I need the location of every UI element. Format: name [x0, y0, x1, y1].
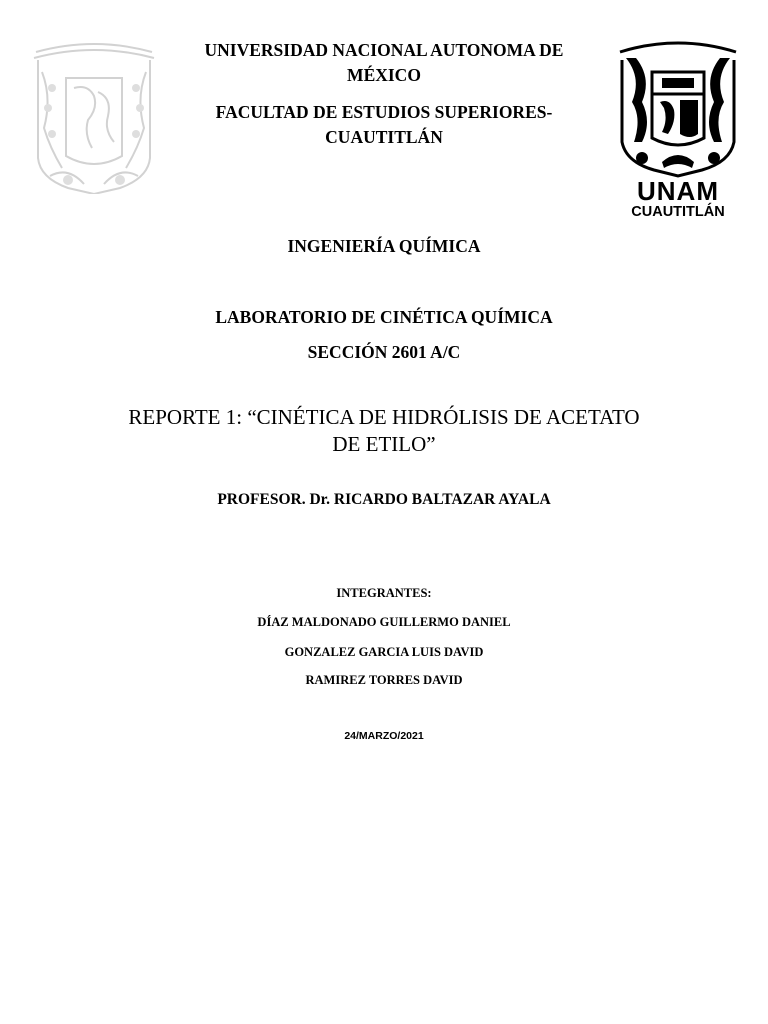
faculty-name-line2: CUAUTITLÁN: [325, 127, 443, 147]
report-title-line2: DE ETILO”: [332, 432, 436, 456]
section-title: SECCIÓN 2601 A/C: [307, 342, 461, 362]
report-title: [0, 404, 768, 458]
members-heading: INTEGRANTES:: [336, 586, 432, 600]
career-title: INGENIERÍA QUÍMICA: [287, 236, 481, 256]
university-name-line2: MÉXICO: [347, 65, 421, 85]
member-name: GONZALEZ GARCIA LUIS DAVID: [284, 645, 484, 659]
report-title-line1: REPORTE 1: “CINÉTICA DE HIDRÓLISIS DE ACETATO: [128, 405, 640, 429]
header-block: [168, 38, 600, 150]
university-name-line1: UNIVERSIDAD NACIONAL AUTONOMA DE: [204, 40, 564, 60]
campus-wordmark: CUAUTITLÁN: [631, 204, 725, 220]
faculty-name-line1: FACULTAD DE ESTUDIOS SUPERIORES-: [215, 102, 553, 122]
professor-name: PROFESOR. Dr. RICARDO BALTAZAR AYALA: [217, 491, 551, 508]
lab-title: LABORATORIO DE CINÉTICA QUÍMICA: [215, 307, 553, 327]
unam-wordmark: UNAM: [637, 176, 719, 206]
member-name: DÍAZ MALDONADO GUILLERMO DANIEL: [257, 615, 511, 629]
member-name: RAMIREZ TORRES DAVID: [305, 673, 463, 687]
unam-shield-icon: [612, 38, 744, 178]
report-date: 24/MARZO/2021: [344, 730, 424, 742]
unam-cuautitlan-logo: [612, 38, 744, 222]
unam-shield-watermark-icon: [28, 38, 160, 194]
